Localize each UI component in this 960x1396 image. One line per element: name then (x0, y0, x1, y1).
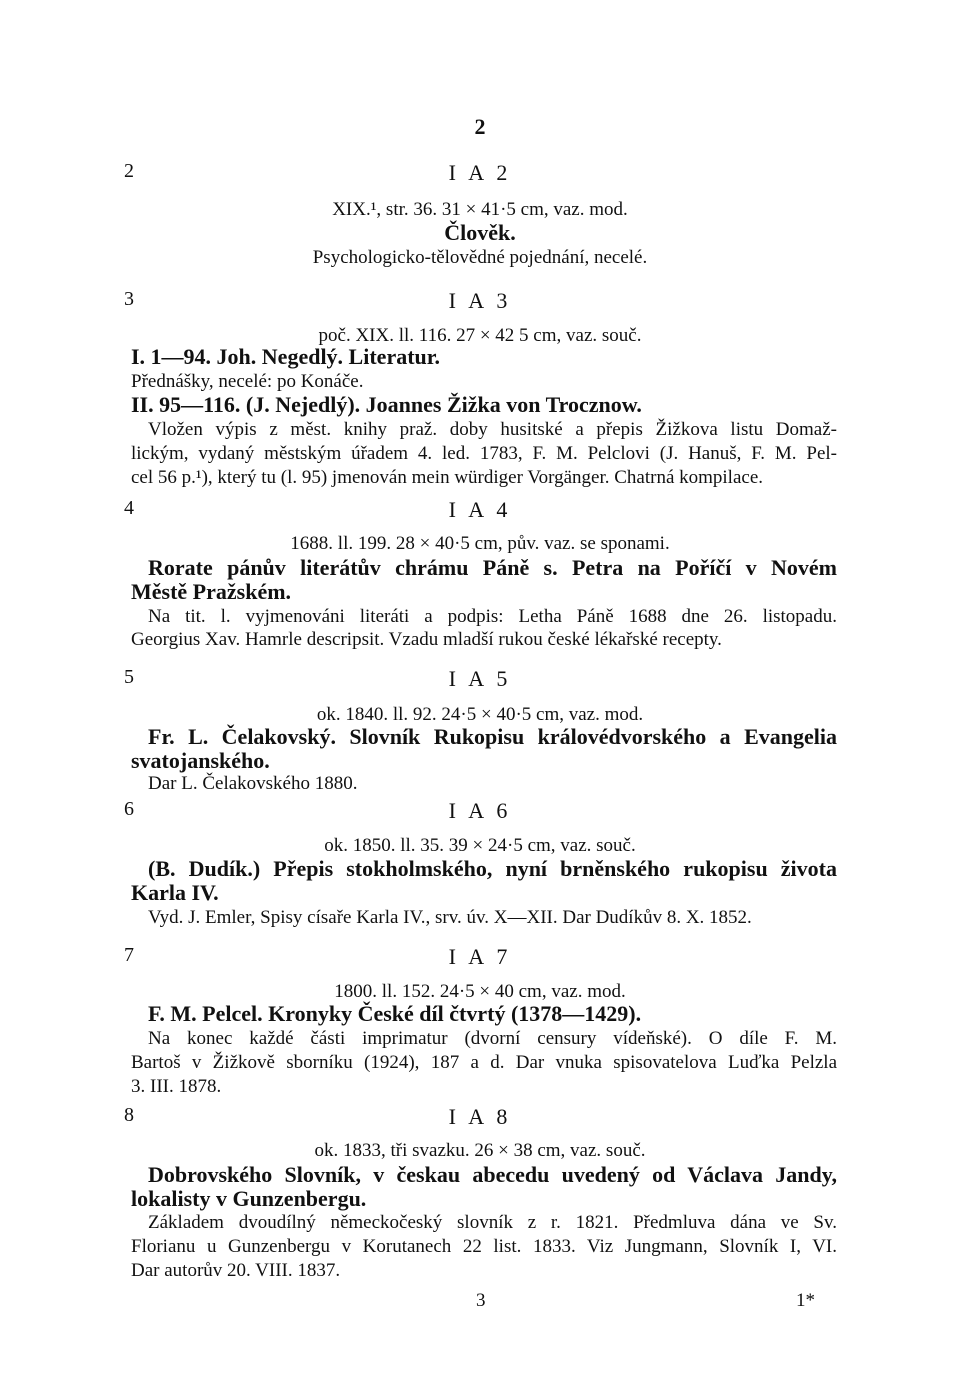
physical-description: ok. 1833, tři svazku. 26 × 38 cm, vaz. souč. (314, 1140, 646, 1161)
entry-number: 7 (124, 944, 134, 966)
entry-title: F. M. Pelcel. Kronyky České díl čtvrtý (1378—1429). (148, 1001, 642, 1026)
entry-title: II. 95—116. (J. Nejedlý). Joannes Žižka von Trocznow. (131, 392, 642, 417)
physical-description: ok. 1840. ll. 92. 24·5 × 40·5 cm, vaz. mod. (316, 704, 644, 725)
page-number: 2 (474, 114, 486, 139)
entry-note: Základem dvoudílný německočeský slovník z r. 1821. Předmluva dána ve Sv. (148, 1212, 837, 1233)
shelf-code: I A 6 (448, 798, 512, 823)
entry-note: Dar L. Čelakovského 1880. (148, 773, 358, 794)
entry-number: 8 (124, 1104, 134, 1126)
entry-note: Dar autorův 20. VIII. 1837. (131, 1260, 341, 1281)
physical-description: poč. XIX. ll. 116. 27 × 42 5 cm, vaz. souč. (318, 325, 642, 346)
entry-number: 5 (124, 666, 134, 688)
shelf-code: I A 3 (448, 288, 512, 313)
entry-title: Karla IV. (131, 880, 219, 905)
entry-number: 6 (124, 798, 134, 820)
entry-title: I. 1—94. Joh. Negedlý. Literatur. (131, 344, 441, 369)
entry-title: Městě Pražském. (131, 579, 292, 604)
physical-description: XIX.¹, str. 36. 31 × 41·5 cm, vaz. mod. (332, 199, 628, 220)
entry-note: cel 56 p.¹), který tu (l. 95) jmenován mein würdiger Vorgänger. Chatrná kompilace. (131, 467, 764, 488)
entry-note: Na konec každé části imprimatur (dvorní censury vídeňské). O díle F. M. (148, 1028, 837, 1049)
entry-number: 4 (124, 497, 134, 519)
entry-note: Bartoš v Žižkově sborníku (1924), 187 a d. Dar vnuka spisovatelova Luďka Pelzla (131, 1052, 837, 1073)
entry-note: Vložen výpis z měst. knihy praž. doby husitské a přepis Žižkova listu Domaž- (148, 419, 837, 440)
footer-mark: 1* (796, 1290, 815, 1311)
entry-note: Na tit. l. vyjmenováni literáti a podpis: Letha Páně 1688 dne 26. listopadu. (148, 606, 837, 627)
entry-number: 3 (124, 288, 134, 310)
entry-note: Přednášky, necelé: po Konáče. (131, 371, 364, 392)
entry-title: Fr. L. Čelakovský. Slovník Rukopisu královédvorského a Evangelia (148, 724, 837, 749)
entry-title: Člověk. (444, 220, 516, 245)
shelf-code: I A 7 (448, 944, 512, 969)
entry-note: lickým, vydaný městským úřadem 4. led. 1783, F. M. Pelclovi (J. Hanuš, F. M. Pel- (131, 443, 837, 464)
entry-note: Florianu u Gunzenbergu v Korutanech 22 list. 1833. Viz Jungmann, Slovník I, VI. (131, 1236, 837, 1257)
entry-note: Georgius Xav. Hamrle descripsit. Vzadu mladší rukou české lékařské recepty. (131, 629, 722, 650)
entry-note: Vyd. J. Emler, Spisy císaře Karla IV., srv. úv. X—XII. Dar Dudíkův 8. X. 1852. (148, 907, 752, 928)
shelf-code: I A 2 (448, 160, 512, 185)
entry-title: (B. Dudík.) Přepis stokholmského, nyní brněnského rukopisu života (148, 856, 837, 881)
shelf-code: I A 5 (448, 666, 512, 691)
physical-description: ok. 1850. ll. 35. 39 × 24·5 cm, vaz. souč. (324, 835, 636, 856)
physical-description: 1800. ll. 152. 24·5 × 40 cm, vaz. mod. (334, 981, 626, 1002)
entry-title: lokalisty v Gunzenbergu. (131, 1186, 367, 1211)
entry-title: Rorate pánův literátův chrámu Páně s. Petra na Poříčí v Novém (148, 555, 837, 580)
shelf-code: I A 8 (448, 1104, 512, 1129)
entry-note: 3. III. 1878. (131, 1076, 222, 1097)
physical-description: 1688. ll. 199. 28 × 40·5 cm, pův. vaz. se sponami. (290, 533, 670, 554)
shelf-code: I A 4 (448, 497, 512, 522)
entry-title: Dobrovského Slovník, v českau abecedu uvedený od Václava Jandy, (148, 1162, 837, 1187)
entry-title: svatojanského. (131, 748, 270, 773)
entry-number: 2 (124, 160, 134, 182)
footer-signature: 3 (476, 1290, 486, 1311)
entry-note: Psychologicko-tělovědné pojednání, necelé. (312, 247, 648, 268)
